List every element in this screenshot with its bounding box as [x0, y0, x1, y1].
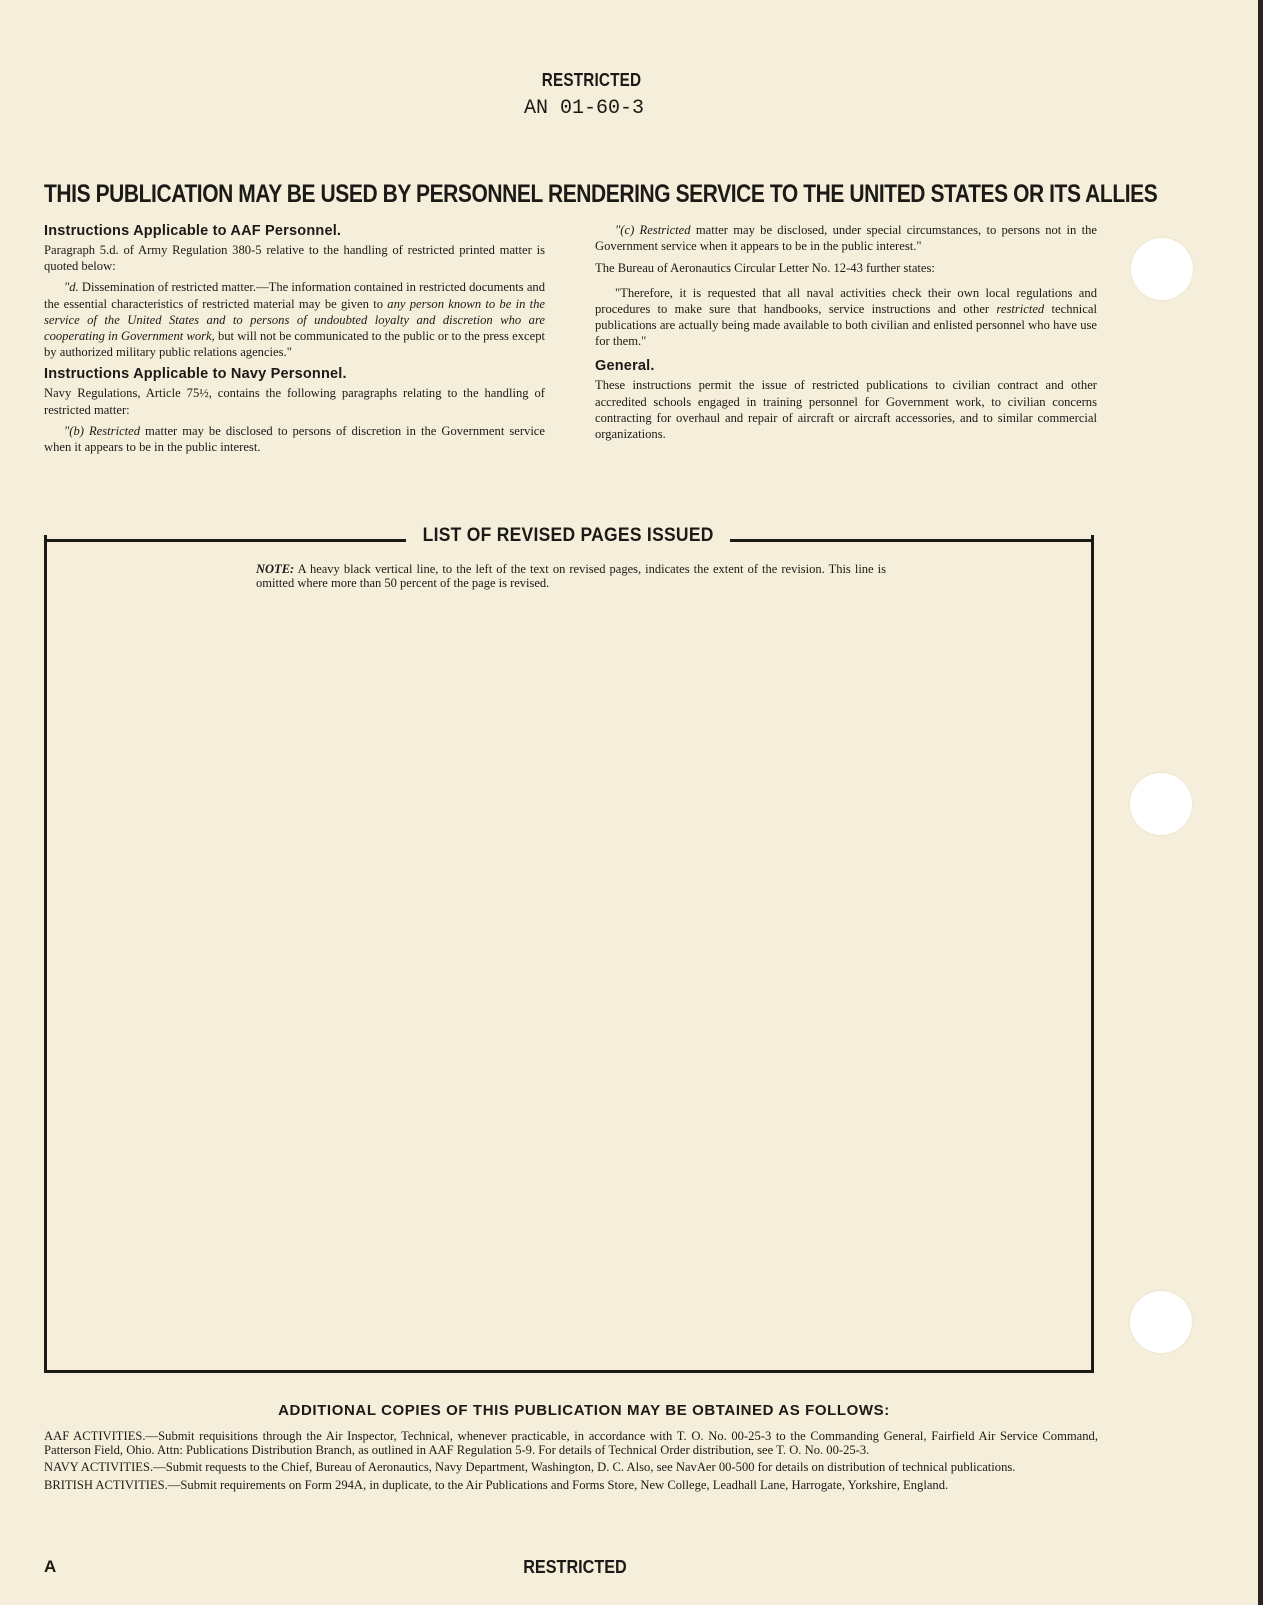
distribution-info: [44, 1430, 1098, 1496]
aaf-heading: Instructions Applicable to AAF Personnel.: [44, 223, 342, 239]
navy-b-italic: "(b) Restricted: [64, 423, 141, 438]
title-rule-right: [730, 539, 1092, 542]
punch-hole: [1130, 1291, 1192, 1353]
additional-copies-title: ADDITIONAL COPIES OF THIS PUBLICATION MAY BE OBTAINED AS FOLLOWS:: [278, 1402, 890, 1419]
navy-c-text: matter may be disclosed, under special circumstances, to persons not in the Government service when it appears to be in the public interest.": [595, 223, 1097, 254]
publication-number: AN 01-60-3: [523, 97, 645, 120]
navy-paragraph-c: [595, 222, 1097, 254]
revised-pages-title: LIST OF REVISED PAGES ISSUED: [422, 525, 714, 546]
aaf-quote-b: but will not be communicated to the public or to the press except by authorized military public relations agencies.": [44, 329, 545, 360]
revision-note: [256, 562, 886, 590]
navy-b-text: matter may be disclosed to persons of discretion in the Government service when it appears to be in the public interest.: [44, 423, 545, 455]
general-heading: General.: [595, 358, 655, 375]
aaf-intro: Paragraph 5.d. of Army Regulation 380-5 relative to the handling of restricted printed matter is quoted below:: [44, 243, 545, 274]
right-column: [595, 222, 1097, 447]
punch-hole: [1130, 773, 1192, 835]
aaf-quote-prefix: "d.: [64, 280, 79, 295]
punch-hole: [1131, 238, 1193, 300]
navy-c-italic: "(c) Restricted: [615, 223, 691, 237]
aaf-activities: AAF ACTIVITIES.—Submit requisitions through the Air Inspector, Technical, whenever practicable, in accordance with T. O. No. 00-25-3 to the Commanding General, Fairfield Air Service Command, Patterson Field, Ohio. Attn: Publications Distribution Branch, as outlined in AAF Regulation 5-9. For details of Technical Order distribution, see T. O. No. 00-25-3.: [44, 1429, 1098, 1457]
title-rule-left: [44, 539, 406, 542]
navy-paragraph-b: [44, 423, 545, 455]
navy-heading: Instructions Applicable to Navy Personnel.: [44, 366, 347, 383]
bureau-quote-a: "Therefore, it is requested that all naval activities check their own local regulations and procedures to make sure that handbooks, service instructions and other: [595, 285, 1097, 316]
bureau-intro: The Bureau of Aeronautics Circular Letter No. 12-43 further states:: [595, 261, 935, 276]
page-letter: A: [44, 1557, 57, 1576]
left-column: [44, 222, 545, 460]
navy-intro: Navy Regulations, Article 75½, contains the following paragraphs relating to the handling of restricted matter:: [44, 386, 545, 417]
bureau-quote-b: technical publications are actually being made available to both civilian and enlisted personnel who have use for them.": [595, 301, 1097, 349]
header-classification: RESTRICTED: [541, 70, 642, 90]
aaf-quote-a: Dissemination of restricted matter.—The information contained in restricted documents and the essential characteristics of restricted material may be given to: [44, 280, 545, 311]
usage-banner: THIS PUBLICATION MAY BE USED BY PERSONNEL RENDERING SERVICE TO THE UNITED STATES OR ITS ALLIES: [44, 180, 1158, 208]
aaf-quote: [44, 279, 545, 360]
general-text: These instructions permit the issue of restricted publications to civilian contract and other accredited schools engaged in training personnel for Government work, to civilian concerns contracting for overhaul and repair of aircraft or aircraft accessories, and to similar commercial organizations.: [595, 378, 1097, 442]
revised-pages-title-bar: [44, 524, 1092, 548]
page-edge: [1258, 0, 1263, 1605]
bureau-quote: [595, 285, 1097, 350]
revised-pages-box: [44, 535, 1094, 1373]
bureau-quote-italic: restricted: [996, 301, 1045, 316]
british-activities: BRITISH ACTIVITIES.—Submit requirements on Form 294A, in duplicate, to the Air Publications and Forms Store, New College, Leadhall Lane, Harrogate, Yorkshire, England.: [44, 1477, 949, 1492]
navy-activities: NAVY ACTIVITIES.—Submit requests to the Chief, Bureau of Aeronautics, Navy Department, Washington, D. C. Also, see NavAer 00-500 for details on distribution of technical publications.: [44, 1460, 1016, 1474]
aaf-quote-italic: any person known to be in the service of the United States and to persons of undoubted loyalty and discretion who are cooperating in Government work,: [44, 296, 545, 344]
footer-classification: RESTRICTED: [523, 1557, 627, 1577]
note-text: A heavy black vertical line, to the left of the text on revised pages, indicates the extent of the revision. This line is omitted where more than 50 percent of the page is revised.: [256, 562, 886, 590]
note-label: NOTE:: [256, 562, 295, 576]
